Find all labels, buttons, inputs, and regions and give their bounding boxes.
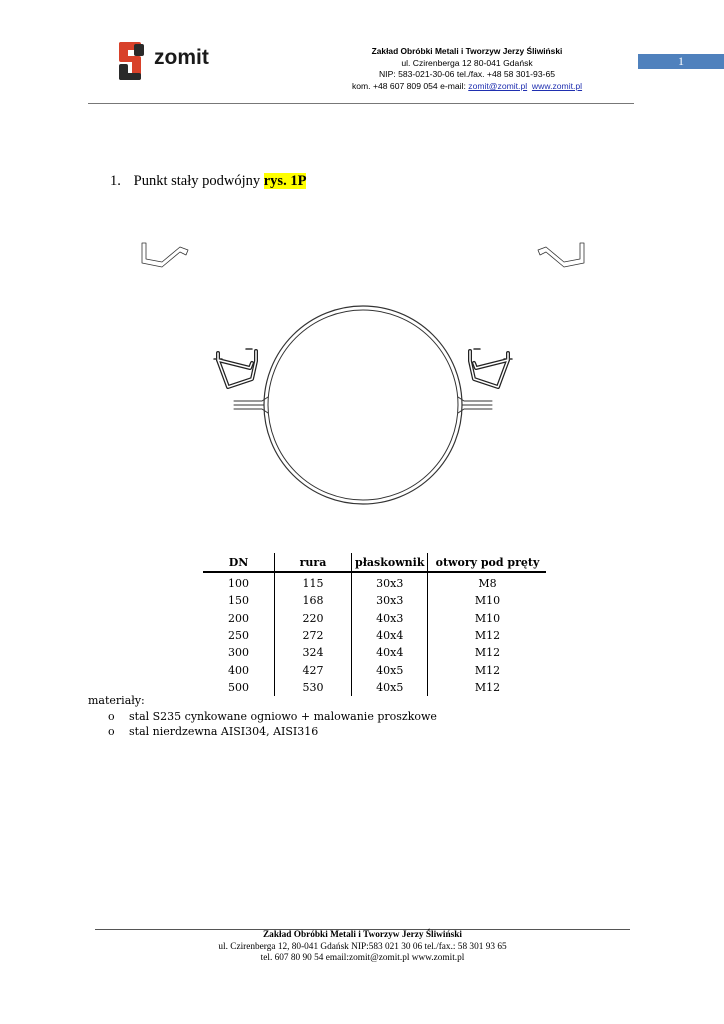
table-header-row	[203, 553, 546, 572]
cell-otwory: M10	[428, 592, 547, 609]
cell-plaskownik: 30x3	[352, 592, 428, 609]
footer-company: Zakład Obróbki Metali i Tworzyw Jerzy Śliwiński	[262, 930, 463, 940]
cell-plaskownik: 40x4	[352, 644, 428, 661]
mobile-text: kom. +48 607 809 054 e-mail:	[351, 80, 469, 91]
table-row	[203, 610, 546, 627]
materials-list	[108, 709, 437, 739]
list-item	[108, 709, 437, 724]
col-header-otwory: otwory pod pręty	[428, 553, 547, 572]
bullet-icon: o	[108, 710, 115, 723]
heading-highlight: rys. 1P	[263, 173, 307, 189]
page-number-badge: 1	[638, 54, 724, 69]
cell-rura: 272	[275, 627, 352, 644]
cell-otwory: M12	[428, 627, 547, 644]
cell-otwory: M12	[428, 661, 547, 678]
bracket-right-detail	[538, 243, 584, 267]
cell-rura: 115	[275, 572, 352, 592]
company-nip-phone: NIP: 583-021-30-06 tel./fax. +48 58 301-93-65	[378, 69, 556, 80]
col-header-dn: DN	[203, 553, 275, 572]
dimension-table	[203, 553, 546, 696]
footer-contact: tel. 607 80 90 54 email:zomit@zomit.pl www.zomit.pl	[260, 953, 465, 963]
cell-rura: 427	[275, 661, 352, 678]
cell-otwory: M8	[428, 572, 547, 592]
cell-rura: 530	[275, 679, 352, 696]
cell-rura: 168	[275, 592, 352, 609]
cell-plaskownik: 40x4	[352, 627, 428, 644]
hook-bracket-left	[214, 349, 256, 387]
website-link[interactable]: www.zomit.pl	[531, 80, 583, 91]
heading-number: 1.	[110, 173, 121, 189]
cell-dn: 250	[228, 629, 249, 643]
cell-dn: 200	[228, 611, 249, 625]
footer-address: ul. Czirenberga 12, 80-041 Gdańsk NIP:583 021 30 06 tel./fax.: 58 301 93 65	[218, 941, 507, 952]
col-header-plaskownik: płaskownik	[352, 553, 428, 572]
cell-dn: 400	[228, 663, 249, 677]
list-item	[108, 724, 437, 739]
page-footer	[95, 930, 630, 965]
cell-dn: 100	[228, 577, 249, 591]
header-divider	[88, 103, 634, 104]
col-header-rura: rura	[275, 553, 352, 572]
cell-dn: 300	[228, 646, 249, 660]
bullet-icon: o	[108, 725, 115, 738]
heading-text: Punkt stały podwójny	[133, 173, 264, 189]
clamp-flange-right	[458, 397, 492, 413]
table-row	[203, 679, 546, 696]
table-row	[203, 661, 546, 678]
cell-otwory: M10	[428, 610, 547, 627]
bracket-left-detail	[142, 243, 188, 267]
material-text: stal nierdzewna AISI304, AISI316	[129, 725, 319, 738]
pipe-clamp-ring	[264, 306, 462, 504]
materials-label: materiały:	[88, 694, 145, 707]
cell-rura: 220	[275, 610, 352, 627]
table-row	[203, 572, 546, 592]
company-header	[317, 46, 617, 92]
cell-dn: 500	[228, 680, 249, 694]
table-row	[203, 592, 546, 609]
cell-plaskownik: 30x3	[352, 572, 428, 592]
cell-otwory: M12	[428, 679, 547, 696]
logo-text: zomit	[154, 46, 209, 69]
cell-plaskownik: 40x5	[352, 679, 428, 696]
table-row	[203, 627, 546, 644]
section-heading	[110, 173, 306, 190]
cell-dn: 150	[228, 594, 249, 608]
table-row	[203, 644, 546, 661]
company-name: Zakład Obróbki Metali i Tworzyw Jerzy Śliwiński	[371, 46, 563, 56]
company-contact	[317, 81, 617, 93]
company-address: ul. Czirenberga 12 80-041 Gdańsk	[401, 57, 533, 68]
material-text: stal S235 cynkowane ogniowo + malowanie proszkowe	[129, 710, 437, 723]
cell-plaskownik: 40x3	[352, 610, 428, 627]
cell-rura: 324	[275, 644, 352, 661]
clamp-flange-left	[234, 397, 268, 413]
cell-otwory: M12	[428, 644, 547, 661]
cell-plaskownik: 40x5	[352, 661, 428, 678]
hook-bracket-right	[470, 349, 512, 387]
double-fixed-point-drawing	[130, 235, 600, 520]
email-link[interactable]: zomit@zomit.pl	[468, 80, 528, 91]
